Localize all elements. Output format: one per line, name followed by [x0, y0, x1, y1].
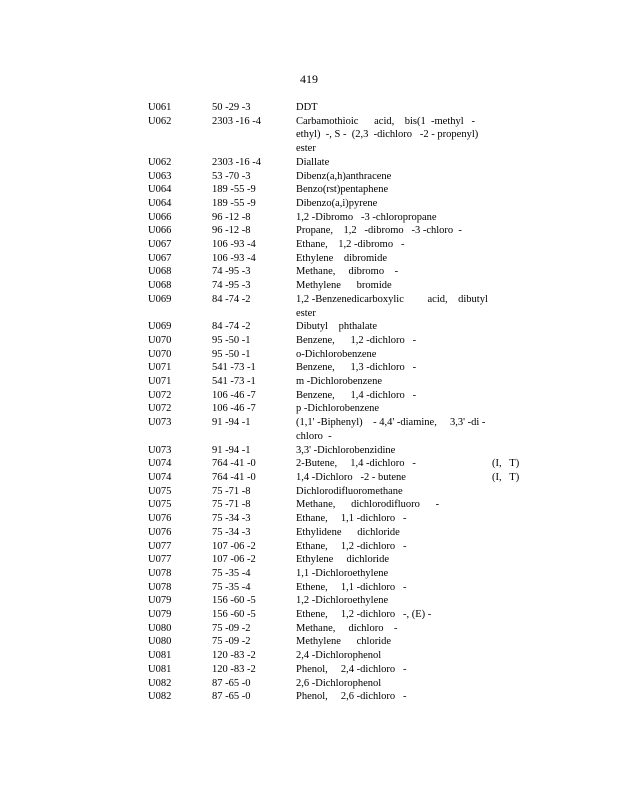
table-row — [148, 156, 528, 170]
substance-name — [296, 663, 528, 677]
substance-name-line: p -Dichlorobenzene — [296, 403, 380, 415]
substance-name — [296, 567, 528, 581]
cas-number: 75 -35 -4 — [212, 567, 251, 579]
waste-code: U073 — [148, 444, 172, 456]
substance-name — [296, 389, 528, 403]
substance-name — [296, 156, 528, 170]
waste-code: U078 — [148, 581, 172, 593]
table-row — [148, 512, 528, 526]
substance-name-line: m -Dichlorobenzene — [296, 376, 383, 388]
table-row — [148, 608, 528, 622]
waste-code: U067 — [148, 239, 172, 251]
substance-name-line: 1,2 -Dibromo -3 -chloropropane — [296, 211, 437, 223]
cas-number: 96 -12 -8 — [212, 211, 251, 223]
waste-code: U076 — [148, 526, 172, 538]
table-row — [148, 649, 528, 663]
substance-name-line: DDT — [296, 102, 318, 113]
table-row — [148, 444, 528, 458]
table-row — [148, 348, 528, 362]
substance-name-line: Phenol, 2,4 -dichloro - — [296, 663, 407, 675]
cas-number: 541 -73 -1 — [212, 376, 256, 388]
substance-name-line: ester — [296, 307, 316, 319]
substance-name — [296, 649, 528, 663]
table-row — [148, 594, 528, 608]
cas-number: 75 -09 -2 — [212, 636, 251, 648]
substance-name-line: Dibenzo(a,i)pyrene — [296, 197, 378, 209]
substance-name — [296, 416, 528, 443]
table-row — [148, 115, 528, 156]
cas-number: 50 -29 -3 — [212, 102, 251, 113]
table-row — [148, 485, 528, 499]
table-row — [148, 252, 528, 266]
substance-name-line: Ethene, 1,1 -dichloro - — [296, 581, 407, 593]
substance-name-line: Dichlorodifluoromethane — [296, 485, 403, 497]
substance-name-line: Methylene bromide — [296, 280, 392, 292]
hazard-code: (I, T) — [492, 471, 520, 483]
table-row — [148, 238, 528, 252]
waste-code: U072 — [148, 389, 172, 401]
substance-name-line: 2,4 -Dichlorophenol — [296, 650, 382, 662]
substance-name-line: Dibenz(a,h)anthracene — [296, 170, 392, 182]
cas-number: 87 -65 -0 — [212, 677, 251, 689]
table-row — [148, 211, 528, 225]
substance-name — [296, 608, 528, 622]
table-row — [148, 197, 528, 211]
table-row — [148, 457, 528, 471]
substance-name-line: Benzene, 1,3 -dichloro - — [296, 362, 417, 374]
substance-name-line: Methane, dibromo - — [296, 266, 399, 278]
cas-number: 75 -09 -2 — [212, 622, 251, 634]
substance-name — [296, 526, 528, 540]
table-row — [148, 690, 528, 704]
substance-name-line: Propane, 1,2 -dibromo -3 -chloro - — [296, 225, 462, 237]
table-row — [148, 334, 528, 348]
substance-name — [296, 402, 528, 416]
cas-number: 106 -46 -7 — [212, 403, 256, 415]
cas-number: 107 -06 -2 — [212, 554, 256, 566]
table-row — [148, 498, 528, 512]
table-row — [148, 635, 528, 649]
substance-name-line: 2-Butene, 1,4 -dichloro - — [296, 458, 416, 470]
cas-number: 106 -93 -4 — [212, 239, 256, 251]
waste-code: U068 — [148, 280, 172, 292]
waste-code: U066 — [148, 211, 172, 223]
hazardous-waste-table — [148, 101, 528, 704]
table-row — [148, 663, 528, 677]
cas-number: 106 -93 -4 — [212, 252, 256, 264]
substance-name-line: Diallate — [296, 156, 330, 168]
substance-name — [296, 540, 528, 554]
page-number: 419 — [300, 72, 318, 86]
substance-name — [296, 622, 528, 636]
waste-code: U071 — [148, 376, 172, 388]
waste-code: U069 — [148, 293, 172, 305]
waste-code: U073 — [148, 417, 172, 429]
substance-name-line: Methylene chloride — [296, 636, 392, 648]
cas-number: 106 -46 -7 — [212, 389, 256, 401]
cas-number: 53 -70 -3 — [212, 170, 251, 182]
cas-number: 87 -65 -0 — [212, 691, 251, 703]
table-row — [148, 101, 528, 115]
waste-code: U063 — [148, 170, 172, 182]
table-row — [148, 553, 528, 567]
substance-name-line: 3,3' -Dichlorobenzidine — [296, 444, 396, 456]
cas-number: 156 -60 -5 — [212, 595, 256, 607]
substance-name-line: Benzene, 1,2 -dichloro - — [296, 334, 417, 346]
table-row — [148, 416, 528, 443]
table-row — [148, 224, 528, 238]
substance-name-line: 1,2 -Benzenedicarboxylic acid, dibutyl — [296, 293, 488, 305]
waste-code: U074 — [148, 471, 172, 483]
waste-code: U081 — [148, 663, 172, 675]
waste-code: U078 — [148, 567, 172, 579]
table-row — [148, 526, 528, 540]
cas-number: 74 -95 -3 — [212, 266, 251, 278]
substance-name — [296, 444, 528, 458]
substance-name-line: ethyl) -, S - (2,3 -dichloro -2 - propenyl) — [296, 129, 479, 141]
table-row — [148, 293, 528, 320]
substance-name — [296, 581, 528, 595]
waste-code: U064 — [148, 197, 172, 209]
waste-code: U070 — [148, 348, 172, 360]
table-row — [148, 170, 528, 184]
substance-name-line: Ethane, 1,2 -dibromo - — [296, 239, 405, 251]
waste-code: U080 — [148, 622, 172, 634]
waste-code: U072 — [148, 403, 172, 415]
substance-name-line: ester — [296, 143, 316, 155]
waste-code: U077 — [148, 554, 172, 566]
substance-name-line: 1,2 -Dichloroethylene — [296, 595, 389, 607]
cas-number: 107 -06 -2 — [212, 540, 256, 552]
table-row — [148, 567, 528, 581]
substance-name-line: Methane, dichlorodifluoro - — [296, 499, 440, 511]
hazard-code: (I, T) — [492, 458, 520, 470]
table-row — [148, 183, 528, 197]
substance-name-line: Ethene, 1,2 -dichloro -, (E) - — [296, 609, 432, 621]
waste-code: U081 — [148, 650, 172, 662]
substance-name — [296, 690, 528, 704]
waste-code: U077 — [148, 540, 172, 552]
cas-number: 120 -83 -2 — [212, 663, 256, 675]
substance-name-line: 1,4 -Dichloro -2 - butene — [296, 471, 406, 483]
substance-name — [296, 293, 528, 320]
table-row — [148, 402, 528, 416]
waste-code: U075 — [148, 499, 172, 511]
waste-code: U079 — [148, 609, 172, 621]
waste-code: U064 — [148, 184, 172, 196]
table-row — [148, 361, 528, 375]
cas-number: 95 -50 -1 — [212, 348, 251, 360]
substance-name — [296, 183, 528, 197]
waste-code: U071 — [148, 362, 172, 374]
table-row — [148, 375, 528, 389]
substance-name — [296, 512, 528, 526]
cas-number: 75 -71 -8 — [212, 499, 251, 511]
waste-code: U079 — [148, 595, 172, 607]
substance-name-line: (1,1' -Biphenyl) - 4,4' -diamine, 3,3' -di - — [296, 417, 486, 429]
substance-name-line: Benzo(rst)pentaphene — [296, 184, 389, 196]
substance-name — [296, 101, 528, 115]
substance-name — [296, 197, 528, 211]
cas-number: 74 -95 -3 — [212, 280, 251, 292]
waste-code: U061 — [148, 102, 172, 113]
cas-number: 2303 -16 -4 — [212, 115, 261, 127]
table-row — [148, 622, 528, 636]
substance-name — [296, 252, 528, 266]
substance-name-line: Methane, dichloro - — [296, 622, 398, 634]
substance-name — [296, 498, 528, 512]
substance-name-line: Ethane, 1,2 -dichloro - — [296, 540, 407, 552]
table-row — [148, 265, 528, 279]
cas-number: 156 -60 -5 — [212, 609, 256, 621]
substance-name-line: Phenol, 2,6 -dichloro - — [296, 691, 407, 703]
table-row — [148, 581, 528, 595]
substance-name-line: chloro - — [296, 430, 332, 442]
waste-code: U076 — [148, 513, 172, 525]
substance-name — [296, 361, 528, 375]
table-row — [148, 677, 528, 691]
cas-number: 75 -71 -8 — [212, 485, 251, 497]
cas-number: 91 -94 -1 — [212, 444, 251, 456]
waste-code: U067 — [148, 252, 172, 264]
cas-number: 96 -12 -8 — [212, 225, 251, 237]
substance-name — [296, 170, 528, 184]
substance-name — [296, 320, 528, 334]
cas-number: 84 -74 -2 — [212, 321, 251, 333]
substance-name-line: 1,1 -Dichloroethylene — [296, 567, 389, 579]
substance-name-line: Dibutyl phthalate — [296, 321, 378, 333]
substance-name — [296, 677, 528, 691]
substance-name — [296, 265, 528, 279]
substance-name — [296, 115, 528, 156]
substance-name — [296, 334, 528, 348]
cas-number: 75 -34 -3 — [212, 526, 251, 538]
substance-name-line: Benzene, 1,4 -dichloro - — [296, 389, 417, 401]
table-row — [148, 279, 528, 293]
substance-name — [296, 485, 528, 499]
substance-name — [296, 635, 528, 649]
substance-name-line: 2,6 -Dichlorophenol — [296, 677, 382, 689]
waste-code: U069 — [148, 321, 172, 333]
substance-name — [296, 211, 528, 225]
waste-code: U075 — [148, 485, 172, 497]
substance-name — [296, 375, 528, 389]
cas-number: 2303 -16 -4 — [212, 156, 261, 168]
waste-code: U082 — [148, 677, 172, 689]
substance-name — [296, 348, 528, 362]
table-row — [148, 389, 528, 403]
cas-number: 75 -34 -3 — [212, 513, 251, 525]
substance-name-line: Ethylidene dichloride — [296, 526, 400, 538]
cas-number: 84 -74 -2 — [212, 293, 251, 305]
cas-number: 541 -73 -1 — [212, 362, 256, 374]
table-row — [148, 320, 528, 334]
waste-code: U066 — [148, 225, 172, 237]
substance-name-line: Ethylene dibromide — [296, 252, 387, 264]
cas-number: 189 -55 -9 — [212, 197, 256, 209]
substance-name-line: o-Dichlorobenzene — [296, 348, 377, 360]
substance-name — [296, 238, 528, 252]
substance-name — [296, 224, 528, 238]
cas-number: 189 -55 -9 — [212, 184, 256, 196]
cas-number: 764 -41 -0 — [212, 471, 256, 483]
substance-name — [296, 279, 528, 293]
waste-code: U068 — [148, 266, 172, 278]
cas-number: 75 -35 -4 — [212, 581, 251, 593]
table-row — [148, 540, 528, 554]
cas-number: 95 -50 -1 — [212, 334, 251, 346]
substance-name — [296, 553, 528, 567]
cas-number: 91 -94 -1 — [212, 417, 251, 429]
table-row — [148, 471, 528, 485]
waste-code: U080 — [148, 636, 172, 648]
substance-name-line: Carbamothioic acid, bis(1 -methyl - — [296, 115, 476, 127]
substance-name-line: Ethane, 1,1 -dichloro - — [296, 513, 407, 525]
substance-name — [296, 594, 528, 608]
waste-code: U062 — [148, 115, 172, 127]
cas-number: 120 -83 -2 — [212, 650, 256, 662]
substance-name-line: Ethylene dichloride — [296, 554, 390, 566]
waste-code: U082 — [148, 691, 172, 703]
waste-code: U070 — [148, 334, 172, 346]
cas-number: 764 -41 -0 — [212, 458, 256, 470]
waste-code: U074 — [148, 458, 172, 470]
waste-code: U062 — [148, 156, 172, 168]
